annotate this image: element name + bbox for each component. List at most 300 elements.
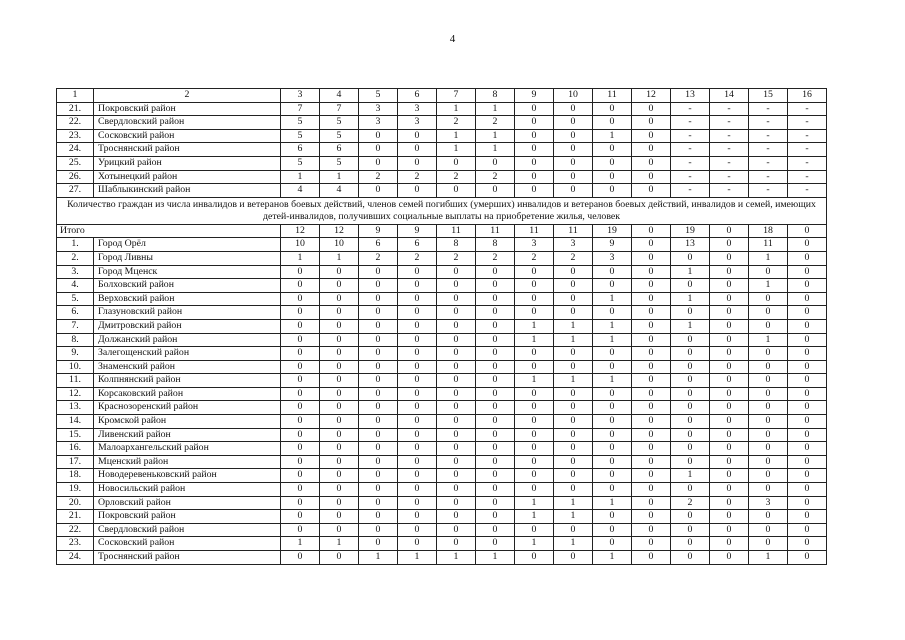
value-cell: 1 bbox=[476, 102, 515, 116]
value-cell: 1 bbox=[593, 333, 632, 347]
value-cell: 0 bbox=[710, 551, 749, 565]
row-number-cell: 24. bbox=[57, 551, 94, 565]
value-cell: 0 bbox=[398, 360, 437, 374]
value-cell: 0 bbox=[710, 347, 749, 361]
value-cell: 0 bbox=[281, 292, 320, 306]
row-number-cell: 23. bbox=[57, 537, 94, 551]
row-number-cell: 5. bbox=[57, 292, 94, 306]
value-cell: 0 bbox=[554, 442, 593, 456]
table-row bbox=[57, 537, 827, 551]
value-cell: 0 bbox=[281, 551, 320, 565]
value-cell: 0 bbox=[359, 265, 398, 279]
value-cell: 0 bbox=[281, 265, 320, 279]
column-number-cell: 1 bbox=[57, 89, 94, 103]
value-cell: - bbox=[788, 143, 827, 157]
value-cell: 1 bbox=[593, 319, 632, 333]
value-cell: 0 bbox=[671, 523, 710, 537]
row-number-cell: 21. bbox=[57, 510, 94, 524]
value-cell: 2 bbox=[359, 170, 398, 184]
district-name-cell: Глазуновский район bbox=[94, 306, 281, 320]
value-cell: - bbox=[671, 129, 710, 143]
value-cell: 0 bbox=[398, 510, 437, 524]
value-cell: 0 bbox=[437, 401, 476, 415]
value-cell: 0 bbox=[788, 428, 827, 442]
value-cell: 0 bbox=[749, 523, 788, 537]
value-cell: 0 bbox=[671, 537, 710, 551]
value-cell: 0 bbox=[749, 360, 788, 374]
value-cell: 19 bbox=[593, 224, 632, 238]
row-number-cell: 6. bbox=[57, 306, 94, 320]
value-cell: 0 bbox=[632, 455, 671, 469]
value-cell: 0 bbox=[554, 143, 593, 157]
value-cell: 1 bbox=[593, 129, 632, 143]
value-cell: 0 bbox=[398, 483, 437, 497]
value-cell: 7 bbox=[320, 102, 359, 116]
value-cell: 0 bbox=[593, 279, 632, 293]
value-cell: 0 bbox=[788, 360, 827, 374]
value-cell: 0 bbox=[476, 483, 515, 497]
value-cell: 0 bbox=[281, 415, 320, 429]
value-cell: 0 bbox=[515, 415, 554, 429]
value-cell: 0 bbox=[359, 428, 398, 442]
row-number-cell: 20. bbox=[57, 496, 94, 510]
value-cell: 0 bbox=[749, 401, 788, 415]
table-row bbox=[57, 251, 827, 265]
value-cell: 0 bbox=[632, 184, 671, 198]
value-cell: 1 bbox=[749, 333, 788, 347]
value-cell: - bbox=[671, 116, 710, 130]
value-cell: 0 bbox=[515, 401, 554, 415]
value-cell: 0 bbox=[749, 265, 788, 279]
value-cell: 0 bbox=[515, 523, 554, 537]
district-name-cell: Должанский район bbox=[94, 333, 281, 347]
value-cell: 0 bbox=[281, 319, 320, 333]
value-cell: 0 bbox=[359, 442, 398, 456]
value-cell: 3 bbox=[554, 238, 593, 252]
district-name-cell: Свердловский район bbox=[94, 116, 281, 130]
value-cell: 0 bbox=[359, 523, 398, 537]
value-cell: 2 bbox=[437, 251, 476, 265]
value-cell: 1 bbox=[281, 170, 320, 184]
district-name-cell: Новосильский район bbox=[94, 483, 281, 497]
district-name-cell: Покровский район bbox=[94, 102, 281, 116]
value-cell: 0 bbox=[710, 496, 749, 510]
value-cell: 0 bbox=[554, 523, 593, 537]
value-cell: 18 bbox=[749, 224, 788, 238]
value-cell: 0 bbox=[710, 523, 749, 537]
value-cell: 0 bbox=[515, 455, 554, 469]
value-cell: 0 bbox=[437, 510, 476, 524]
value-cell: 0 bbox=[710, 537, 749, 551]
value-cell: 19 bbox=[671, 224, 710, 238]
value-cell: 0 bbox=[593, 428, 632, 442]
value-cell: 0 bbox=[320, 496, 359, 510]
value-cell: 0 bbox=[788, 551, 827, 565]
table-body bbox=[57, 89, 827, 565]
value-cell: 3 bbox=[749, 496, 788, 510]
table-row bbox=[57, 143, 827, 157]
value-cell: 0 bbox=[671, 360, 710, 374]
value-cell: 0 bbox=[593, 347, 632, 361]
value-cell: 1 bbox=[554, 496, 593, 510]
row-number-cell: 22. bbox=[57, 116, 94, 130]
value-cell: 0 bbox=[671, 510, 710, 524]
value-cell: 0 bbox=[632, 265, 671, 279]
value-cell: - bbox=[788, 116, 827, 130]
value-cell: 0 bbox=[710, 279, 749, 293]
value-cell: 0 bbox=[437, 523, 476, 537]
value-cell: 0 bbox=[515, 116, 554, 130]
value-cell: 0 bbox=[398, 496, 437, 510]
value-cell: 0 bbox=[359, 143, 398, 157]
value-cell: 1 bbox=[476, 143, 515, 157]
district-name-cell: Болховский район bbox=[94, 279, 281, 293]
value-cell: 0 bbox=[515, 292, 554, 306]
value-cell: - bbox=[710, 129, 749, 143]
value-cell: 0 bbox=[593, 360, 632, 374]
value-cell: - bbox=[671, 156, 710, 170]
value-cell: 0 bbox=[515, 347, 554, 361]
value-cell: 2 bbox=[476, 251, 515, 265]
value-cell: 0 bbox=[359, 129, 398, 143]
value-cell: 0 bbox=[437, 483, 476, 497]
value-cell: 10 bbox=[320, 238, 359, 252]
value-cell: 11 bbox=[515, 224, 554, 238]
value-cell: 5 bbox=[281, 129, 320, 143]
value-cell: 0 bbox=[359, 319, 398, 333]
value-cell: 0 bbox=[788, 523, 827, 537]
value-cell: 3 bbox=[359, 116, 398, 130]
value-cell: 1 bbox=[671, 292, 710, 306]
value-cell: 8 bbox=[476, 238, 515, 252]
value-cell: 1 bbox=[671, 265, 710, 279]
district-name-cell: Свердловский район bbox=[94, 523, 281, 537]
value-cell: 6 bbox=[398, 238, 437, 252]
value-cell: 0 bbox=[554, 184, 593, 198]
value-cell: 0 bbox=[749, 469, 788, 483]
table-row bbox=[57, 360, 827, 374]
value-cell: 0 bbox=[788, 455, 827, 469]
table-row bbox=[57, 306, 827, 320]
value-cell: 5 bbox=[320, 156, 359, 170]
value-cell: 0 bbox=[476, 537, 515, 551]
value-cell: 0 bbox=[320, 483, 359, 497]
value-cell: 0 bbox=[710, 483, 749, 497]
value-cell: 1 bbox=[749, 251, 788, 265]
value-cell: 11 bbox=[437, 224, 476, 238]
district-name-cell: Хотынецкий район bbox=[94, 170, 281, 184]
value-cell: 0 bbox=[632, 292, 671, 306]
value-cell: 0 bbox=[788, 224, 827, 238]
value-cell: - bbox=[749, 156, 788, 170]
value-cell: 0 bbox=[281, 279, 320, 293]
value-cell: 0 bbox=[398, 129, 437, 143]
value-cell: 0 bbox=[710, 401, 749, 415]
column-number-cell: 8 bbox=[476, 89, 515, 103]
value-cell: 0 bbox=[398, 333, 437, 347]
row-number-cell: 12. bbox=[57, 387, 94, 401]
value-cell: 0 bbox=[398, 415, 437, 429]
value-cell: 0 bbox=[632, 319, 671, 333]
value-cell: 0 bbox=[710, 360, 749, 374]
column-number-cell: 6 bbox=[398, 89, 437, 103]
value-cell: 0 bbox=[437, 415, 476, 429]
value-cell: 0 bbox=[632, 483, 671, 497]
value-cell: 0 bbox=[749, 387, 788, 401]
value-cell: 0 bbox=[476, 523, 515, 537]
row-number-cell: 27. bbox=[57, 184, 94, 198]
value-cell: 1 bbox=[359, 551, 398, 565]
column-number-cell: 2 bbox=[94, 89, 281, 103]
value-cell: 0 bbox=[320, 360, 359, 374]
value-cell: 0 bbox=[515, 279, 554, 293]
value-cell: 0 bbox=[710, 469, 749, 483]
value-cell: 0 bbox=[710, 319, 749, 333]
value-cell: 0 bbox=[398, 292, 437, 306]
value-cell: 0 bbox=[593, 537, 632, 551]
value-cell: 0 bbox=[788, 537, 827, 551]
row-number-cell: 17. bbox=[57, 455, 94, 469]
column-number-cell: 10 bbox=[554, 89, 593, 103]
value-cell: 0 bbox=[398, 523, 437, 537]
value-cell: 0 bbox=[632, 551, 671, 565]
value-cell: 0 bbox=[632, 170, 671, 184]
value-cell: 0 bbox=[437, 374, 476, 388]
value-cell: 2 bbox=[398, 170, 437, 184]
value-cell: 5 bbox=[281, 116, 320, 130]
value-cell: 0 bbox=[671, 251, 710, 265]
value-cell: 2 bbox=[554, 251, 593, 265]
value-cell: 3 bbox=[359, 102, 398, 116]
value-cell: 0 bbox=[554, 265, 593, 279]
value-cell: 0 bbox=[476, 415, 515, 429]
value-cell: 0 bbox=[398, 156, 437, 170]
value-cell: 0 bbox=[476, 469, 515, 483]
value-cell: 0 bbox=[554, 428, 593, 442]
value-cell: 0 bbox=[281, 523, 320, 537]
value-cell: 0 bbox=[398, 143, 437, 157]
value-cell: 0 bbox=[554, 360, 593, 374]
district-name-cell: Новодеревеньковский район bbox=[94, 469, 281, 483]
value-cell: 0 bbox=[710, 333, 749, 347]
value-cell: 0 bbox=[359, 510, 398, 524]
district-name-cell: Троснянский район bbox=[94, 551, 281, 565]
value-cell: 0 bbox=[554, 306, 593, 320]
value-cell: 1 bbox=[749, 551, 788, 565]
value-cell: 0 bbox=[320, 347, 359, 361]
table-row bbox=[57, 129, 827, 143]
row-number-cell: 9. bbox=[57, 347, 94, 361]
table-row bbox=[57, 265, 827, 279]
value-cell: 0 bbox=[671, 401, 710, 415]
value-cell: 0 bbox=[593, 306, 632, 320]
value-cell: 0 bbox=[788, 292, 827, 306]
value-cell: 0 bbox=[788, 279, 827, 293]
value-cell: 11 bbox=[476, 224, 515, 238]
value-cell: 0 bbox=[281, 483, 320, 497]
row-number-cell: 7. bbox=[57, 319, 94, 333]
value-cell: 2 bbox=[671, 496, 710, 510]
value-cell: 0 bbox=[515, 184, 554, 198]
table-row bbox=[57, 184, 827, 198]
value-cell: - bbox=[749, 143, 788, 157]
value-cell: 7 bbox=[281, 102, 320, 116]
value-cell: 0 bbox=[632, 279, 671, 293]
column-number-cell: 3 bbox=[281, 89, 320, 103]
value-cell: 0 bbox=[788, 319, 827, 333]
value-cell: 1 bbox=[515, 496, 554, 510]
column-number-cell: 16 bbox=[788, 89, 827, 103]
value-cell: 1 bbox=[281, 537, 320, 551]
district-name-cell: Сосковский район bbox=[94, 129, 281, 143]
value-cell: 0 bbox=[788, 265, 827, 279]
value-cell: 6 bbox=[359, 238, 398, 252]
value-cell: - bbox=[710, 156, 749, 170]
value-cell: 0 bbox=[593, 401, 632, 415]
value-cell: 0 bbox=[398, 319, 437, 333]
value-cell: 0 bbox=[554, 551, 593, 565]
value-cell: 0 bbox=[632, 360, 671, 374]
section-title: Количество граждан из числа инвалидов и ветеранов боевых действий, членов семей погибших (умерших) инвалидов и ветеранов боевых действий, инвалидов и семей, имеющих детей-инвалидов, получивших социальные выплаты на приобретение жилья, человек bbox=[57, 197, 827, 224]
district-name-cell: Город Мценск bbox=[94, 265, 281, 279]
value-cell: 0 bbox=[749, 347, 788, 361]
value-cell: 0 bbox=[671, 387, 710, 401]
value-cell: 2 bbox=[437, 170, 476, 184]
table-row bbox=[57, 170, 827, 184]
value-cell: 0 bbox=[593, 469, 632, 483]
value-cell: 0 bbox=[632, 469, 671, 483]
value-cell: 0 bbox=[593, 265, 632, 279]
value-cell: 0 bbox=[593, 415, 632, 429]
value-cell: 6 bbox=[320, 143, 359, 157]
value-cell: 0 bbox=[788, 347, 827, 361]
value-cell: 0 bbox=[359, 333, 398, 347]
value-cell: 1 bbox=[593, 496, 632, 510]
value-cell: 0 bbox=[398, 374, 437, 388]
value-cell: 0 bbox=[320, 401, 359, 415]
value-cell: 0 bbox=[632, 428, 671, 442]
value-cell: 0 bbox=[320, 306, 359, 320]
value-cell: 0 bbox=[632, 102, 671, 116]
value-cell: 0 bbox=[710, 510, 749, 524]
district-name-cell: Орловский район bbox=[94, 496, 281, 510]
value-cell: 0 bbox=[788, 442, 827, 456]
value-cell: 0 bbox=[671, 551, 710, 565]
value-cell: 2 bbox=[476, 116, 515, 130]
value-cell: 0 bbox=[320, 279, 359, 293]
value-cell: 1 bbox=[593, 292, 632, 306]
value-cell: 0 bbox=[554, 387, 593, 401]
value-cell: 0 bbox=[710, 251, 749, 265]
value-cell: 0 bbox=[671, 333, 710, 347]
value-cell: 0 bbox=[476, 333, 515, 347]
value-cell: 0 bbox=[554, 401, 593, 415]
value-cell: 1 bbox=[554, 374, 593, 388]
value-cell: 0 bbox=[437, 292, 476, 306]
value-cell: 0 bbox=[710, 224, 749, 238]
value-cell: 0 bbox=[593, 510, 632, 524]
value-cell: 0 bbox=[554, 347, 593, 361]
value-cell: 0 bbox=[398, 469, 437, 483]
value-cell: 0 bbox=[320, 469, 359, 483]
value-cell: 0 bbox=[320, 374, 359, 388]
value-cell: 0 bbox=[632, 374, 671, 388]
value-cell: 0 bbox=[359, 401, 398, 415]
value-cell: 0 bbox=[398, 306, 437, 320]
value-cell: 0 bbox=[632, 306, 671, 320]
table-row bbox=[57, 279, 827, 293]
value-cell: 0 bbox=[476, 184, 515, 198]
value-cell: 1 bbox=[515, 510, 554, 524]
table-row bbox=[57, 374, 827, 388]
value-cell: 0 bbox=[320, 333, 359, 347]
district-name-cell: Мценский район bbox=[94, 455, 281, 469]
value-cell: 1 bbox=[320, 170, 359, 184]
value-cell: 6 bbox=[281, 143, 320, 157]
value-cell: 0 bbox=[593, 156, 632, 170]
value-cell: 0 bbox=[554, 102, 593, 116]
value-cell: 0 bbox=[554, 292, 593, 306]
row-number-cell: 23. bbox=[57, 129, 94, 143]
value-cell: 0 bbox=[632, 442, 671, 456]
table-row bbox=[57, 333, 827, 347]
table-row bbox=[57, 510, 827, 524]
table-row bbox=[57, 401, 827, 415]
value-cell: 0 bbox=[281, 455, 320, 469]
column-number-cell: 13 bbox=[671, 89, 710, 103]
value-cell: 0 bbox=[476, 279, 515, 293]
value-cell: - bbox=[710, 170, 749, 184]
value-cell: 0 bbox=[593, 523, 632, 537]
value-cell: 0 bbox=[281, 333, 320, 347]
value-cell: 0 bbox=[632, 510, 671, 524]
value-cell: 0 bbox=[593, 102, 632, 116]
value-cell: 0 bbox=[476, 374, 515, 388]
value-cell: 0 bbox=[437, 156, 476, 170]
value-cell: 0 bbox=[515, 170, 554, 184]
value-cell: 0 bbox=[476, 428, 515, 442]
value-cell: 3 bbox=[515, 238, 554, 252]
value-cell: 0 bbox=[632, 238, 671, 252]
value-cell: 0 bbox=[632, 523, 671, 537]
statistics-table bbox=[56, 88, 827, 565]
value-cell: 8 bbox=[437, 238, 476, 252]
value-cell: 0 bbox=[515, 551, 554, 565]
value-cell: 0 bbox=[515, 360, 554, 374]
value-cell: 0 bbox=[281, 387, 320, 401]
value-cell: 0 bbox=[320, 551, 359, 565]
value-cell: 0 bbox=[749, 415, 788, 429]
value-cell: 0 bbox=[788, 238, 827, 252]
table-row bbox=[57, 415, 827, 429]
value-cell: 0 bbox=[398, 455, 437, 469]
value-cell: 0 bbox=[476, 347, 515, 361]
row-number-cell: 21. bbox=[57, 102, 94, 116]
value-cell: 0 bbox=[359, 415, 398, 429]
value-cell: 1 bbox=[671, 319, 710, 333]
value-cell: 12 bbox=[281, 224, 320, 238]
district-name-cell: Кромской район bbox=[94, 415, 281, 429]
row-number-cell: 18. bbox=[57, 469, 94, 483]
value-cell: 0 bbox=[476, 156, 515, 170]
value-cell: 1 bbox=[593, 374, 632, 388]
value-cell: 9 bbox=[359, 224, 398, 238]
column-number-row bbox=[57, 89, 827, 103]
value-cell: - bbox=[788, 129, 827, 143]
district-name-cell: Покровский район bbox=[94, 510, 281, 524]
value-cell: - bbox=[710, 116, 749, 130]
value-cell: 0 bbox=[437, 347, 476, 361]
